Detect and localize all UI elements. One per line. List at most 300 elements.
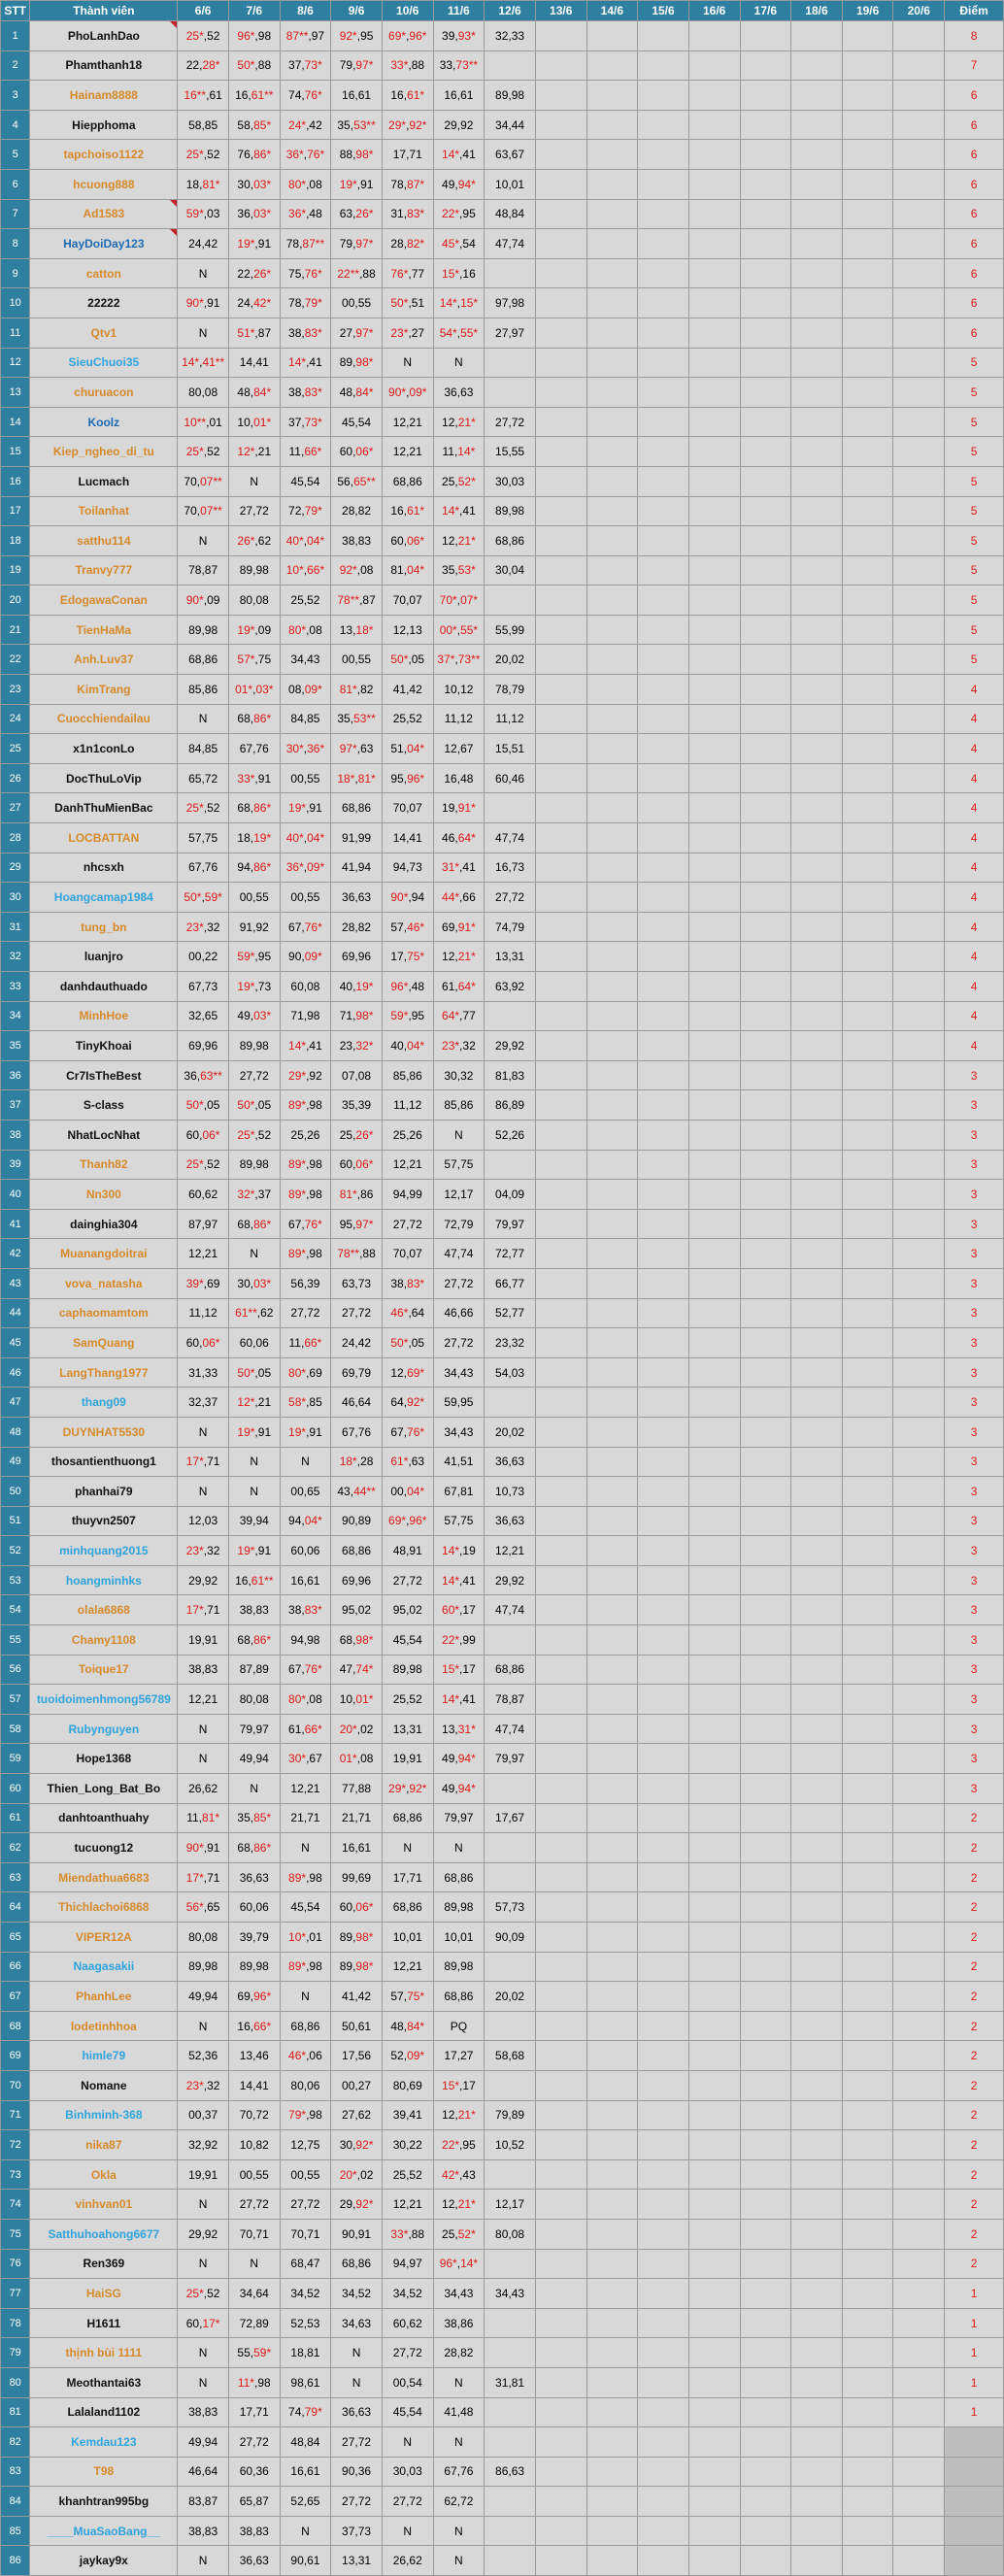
empty-cell	[740, 734, 791, 764]
empty-cell	[842, 2041, 893, 2071]
prediction-cell: 30,32	[433, 1060, 485, 1090]
member-name[interactable]	[30, 1892, 178, 1923]
empty-cell	[842, 2130, 893, 2160]
empty-cell	[893, 763, 945, 793]
column-header: 16/6	[688, 1, 740, 21]
member-name[interactable]	[30, 288, 178, 318]
empty-cell	[893, 823, 945, 853]
member-name[interactable]	[30, 1625, 178, 1656]
member-name[interactable]	[30, 1565, 178, 1595]
member-name[interactable]	[30, 2159, 178, 2190]
member-name[interactable]	[30, 763, 178, 793]
prediction-cell: 78,87	[178, 555, 229, 585]
prediction-cell: 14,41	[228, 2070, 280, 2100]
prediction-cell: N	[178, 2338, 229, 2368]
empty-cell	[842, 1714, 893, 1744]
member-name[interactable]	[30, 1952, 178, 1982]
member-name[interactable]	[30, 2249, 178, 2279]
member-name[interactable]	[30, 1862, 178, 1892]
empty-cell	[688, 1714, 740, 1744]
prediction-cell: 95,02	[331, 1595, 383, 1625]
prediction-cell: 94,98	[280, 1625, 331, 1656]
member-name[interactable]	[30, 50, 178, 81]
empty-cell	[535, 1803, 586, 1833]
member-name[interactable]	[30, 1357, 178, 1388]
prediction-cell: N	[178, 526, 229, 556]
table-row	[1, 1060, 1004, 1090]
prediction-cell: 00,22	[178, 942, 229, 972]
empty-cell	[791, 1685, 843, 1715]
empty-cell	[688, 2546, 740, 2576]
member-name[interactable]	[30, 496, 178, 526]
member-name-text: Phamthanh18	[65, 58, 143, 73]
member-name[interactable]	[30, 1774, 178, 1804]
prediction-cell: 38,83	[331, 526, 383, 556]
empty-cell	[535, 1090, 586, 1121]
empty-cell	[638, 1388, 689, 1418]
points-cell: 3	[945, 1328, 1004, 1358]
empty-cell	[535, 1655, 586, 1685]
member-name[interactable]	[30, 972, 178, 1002]
points-cell: 1	[945, 2308, 1004, 2338]
empty-cell	[638, 81, 689, 111]
empty-cell	[586, 1923, 638, 1953]
empty-cell	[893, 1595, 945, 1625]
member-name[interactable]	[30, 585, 178, 616]
member-name[interactable]	[30, 1833, 178, 1863]
prediction-cell: 89,98	[178, 615, 229, 645]
member-name[interactable]	[30, 1388, 178, 1418]
prediction-cell: 22*,99	[433, 1625, 485, 1656]
prediction-cell: 37,73*	[280, 50, 331, 81]
member-name[interactable]	[30, 2546, 178, 2576]
prediction-cell: 36,03*	[228, 199, 280, 229]
points-cell: 2	[945, 2011, 1004, 2041]
empty-cell	[740, 1477, 791, 1507]
prediction-cell: 32,65	[178, 1001, 229, 1031]
prediction-cell: 90*,09*	[382, 378, 433, 408]
table-row	[1, 229, 1004, 259]
row-number: 67	[1, 1982, 30, 2012]
table-row	[1, 288, 1004, 318]
prediction-cell: 97*,63	[331, 734, 383, 764]
column-header: 7/6	[228, 1, 280, 21]
empty-cell	[586, 1328, 638, 1358]
prediction-cell: N	[178, 1744, 229, 1774]
prediction-cell: 68,86	[280, 2011, 331, 2041]
member-name[interactable]	[30, 1447, 178, 1477]
member-name[interactable]	[30, 1328, 178, 1358]
member-name[interactable]	[30, 823, 178, 853]
member-name[interactable]	[30, 2308, 178, 2338]
empty-cell	[638, 21, 689, 51]
member-name-text: DocThuLoVip	[65, 771, 142, 786]
member-name[interactable]	[30, 110, 178, 140]
empty-cell	[740, 1090, 791, 1121]
points-cell: 2	[945, 2100, 1004, 2130]
prediction-cell: 12,69*	[382, 1357, 433, 1388]
row-number: 75	[1, 2219, 30, 2249]
prediction-cell: 91,99	[331, 823, 383, 853]
member-name[interactable]	[30, 21, 178, 51]
empty-cell	[791, 2190, 843, 2220]
member-name-text: 22222	[87, 296, 120, 311]
table-row	[1, 704, 1004, 734]
member-name[interactable]	[30, 942, 178, 972]
prediction-cell: 28,82*	[382, 229, 433, 259]
table-row	[1, 1209, 1004, 1239]
member-name[interactable]	[30, 2487, 178, 2517]
empty-cell	[842, 1239, 893, 1269]
table-row	[1, 1180, 1004, 1210]
member-name[interactable]	[30, 437, 178, 467]
prediction-cell	[485, 1774, 536, 1804]
table-row	[1, 823, 1004, 853]
prediction-cell: 34,52	[382, 2279, 433, 2309]
prediction-cell: 14,41	[382, 823, 433, 853]
member-name[interactable]	[30, 2041, 178, 2071]
table-row	[1, 793, 1004, 823]
member-name[interactable]	[30, 2397, 178, 2427]
member-name[interactable]	[30, 81, 178, 111]
empty-cell	[842, 1090, 893, 1121]
empty-cell	[688, 1774, 740, 1804]
member-name-text: Kiep_ngheo_di_tu	[52, 445, 154, 459]
empty-cell	[688, 853, 740, 883]
prediction-cell: 39,94	[228, 1506, 280, 1536]
prediction-cell: 25*,52	[178, 1150, 229, 1180]
prediction-cell: N	[178, 2546, 229, 2576]
prediction-cell: 89,98*	[331, 348, 383, 378]
empty-cell	[791, 1357, 843, 1388]
empty-cell	[535, 793, 586, 823]
member-name[interactable]	[30, 2100, 178, 2130]
member-name-text: SamQuang	[73, 1335, 135, 1350]
empty-cell	[842, 1001, 893, 1031]
empty-cell	[638, 1268, 689, 1298]
prediction-cell: 25*,52	[178, 140, 229, 170]
empty-cell	[791, 2159, 843, 2190]
empty-cell	[842, 1982, 893, 2012]
empty-cell	[791, 675, 843, 705]
prediction-cell: 85,86	[433, 1090, 485, 1121]
member-name-text: Satthuhoahong6677	[48, 2226, 160, 2241]
prediction-cell: 68,86	[331, 1536, 383, 1566]
table-row	[1, 853, 1004, 883]
empty-cell	[791, 763, 843, 793]
empty-cell	[638, 763, 689, 793]
prediction-cell: 80,08	[485, 2219, 536, 2249]
prediction-cell: 27,97*	[331, 318, 383, 348]
member-name[interactable]	[30, 1031, 178, 1061]
prediction-cell: 17,27	[433, 2041, 485, 2071]
prediction-cell: 17,71	[382, 140, 433, 170]
empty-cell	[842, 1744, 893, 1774]
empty-cell	[791, 2070, 843, 2100]
prediction-cell: 60,06*	[382, 526, 433, 556]
prediction-cell: 68,86*	[228, 1833, 280, 1863]
empty-cell	[638, 1209, 689, 1239]
member-name[interactable]	[30, 258, 178, 288]
empty-cell	[638, 288, 689, 318]
member-name[interactable]	[30, 912, 178, 942]
member-name[interactable]	[30, 1239, 178, 1269]
points-cell	[945, 2427, 1004, 2458]
member-name[interactable]	[30, 853, 178, 883]
empty-cell	[586, 793, 638, 823]
empty-cell	[842, 2487, 893, 2517]
empty-cell	[535, 2159, 586, 2190]
table-row	[1, 1477, 1004, 1507]
member-name[interactable]	[30, 1982, 178, 2012]
empty-cell	[791, 378, 843, 408]
empty-cell	[688, 1090, 740, 1121]
member-name[interactable]	[30, 1298, 178, 1328]
prediction-cell: 26*,62	[228, 526, 280, 556]
empty-cell	[586, 1685, 638, 1715]
empty-cell	[740, 1536, 791, 1566]
member-name[interactable]	[30, 2011, 178, 2041]
empty-cell	[638, 1803, 689, 1833]
empty-cell	[791, 1714, 843, 1744]
empty-cell	[688, 704, 740, 734]
empty-cell	[638, 258, 689, 288]
prediction-cell: 25,52	[382, 1685, 433, 1715]
member-name[interactable]	[30, 169, 178, 199]
empty-cell	[535, 1357, 586, 1388]
empty-cell	[791, 1268, 843, 1298]
prediction-cell	[485, 2159, 536, 2190]
prediction-cell: 16,73	[485, 853, 536, 883]
prediction-cell: 38,83*	[382, 1268, 433, 1298]
prediction-cell: 30,03*	[228, 1268, 280, 1298]
prediction-cell: 25*,52	[178, 793, 229, 823]
prediction-cell: 85,86	[382, 1060, 433, 1090]
member-name[interactable]	[30, 1001, 178, 1031]
member-name[interactable]	[30, 140, 178, 170]
prediction-cell: 22,26*	[228, 258, 280, 288]
member-name[interactable]	[30, 2457, 178, 2487]
empty-cell	[791, 318, 843, 348]
member-name[interactable]	[30, 1744, 178, 1774]
prediction-cell: 60,06	[228, 1328, 280, 1358]
empty-cell	[740, 645, 791, 675]
empty-cell	[740, 1803, 791, 1833]
empty-cell	[535, 1862, 586, 1892]
empty-cell	[638, 853, 689, 883]
table-row	[1, 2308, 1004, 2338]
empty-cell	[791, 1506, 843, 1536]
empty-cell	[893, 2546, 945, 2576]
member-name[interactable]	[30, 2338, 178, 2368]
prediction-cell: 27,72	[433, 1328, 485, 1358]
member-name[interactable]	[30, 675, 178, 705]
prediction-cell: 48,84	[485, 199, 536, 229]
member-name[interactable]	[30, 1923, 178, 1953]
empty-cell	[791, 2367, 843, 2397]
member-name[interactable]	[30, 1120, 178, 1150]
member-name[interactable]	[30, 1417, 178, 1447]
prediction-cell: 29,92	[178, 2219, 229, 2249]
empty-cell	[791, 2338, 843, 2368]
row-number: 56	[1, 1655, 30, 1685]
member-name[interactable]	[30, 2279, 178, 2309]
member-name[interactable]	[30, 1655, 178, 1685]
member-name[interactable]	[30, 1180, 178, 1210]
prediction-cell: 41,42	[331, 1982, 383, 2012]
column-header: STT	[1, 1, 30, 21]
member-name[interactable]	[30, 2130, 178, 2160]
member-name[interactable]	[30, 199, 178, 229]
prediction-cell: 24,42*	[228, 288, 280, 318]
member-name[interactable]	[30, 1268, 178, 1298]
empty-cell	[638, 1982, 689, 2012]
member-name[interactable]	[30, 318, 178, 348]
row-number: 63	[1, 1862, 30, 1892]
row-number: 68	[1, 2011, 30, 2041]
empty-cell	[893, 555, 945, 585]
member-name[interactable]	[30, 734, 178, 764]
empty-cell	[688, 1952, 740, 1982]
member-name[interactable]	[30, 229, 178, 259]
points-cell: 3	[945, 1744, 1004, 1774]
prediction-cell: 84,85	[280, 704, 331, 734]
empty-cell	[638, 2367, 689, 2397]
points-cell: 4	[945, 763, 1004, 793]
member-name[interactable]	[30, 2219, 178, 2249]
member-name[interactable]	[30, 2427, 178, 2458]
empty-cell	[688, 615, 740, 645]
member-name[interactable]	[30, 1595, 178, 1625]
points-cell: 3	[945, 1268, 1004, 1298]
prediction-cell: 67,76*	[382, 1417, 433, 1447]
empty-cell	[842, 2279, 893, 2309]
empty-cell	[638, 1655, 689, 1685]
member-name[interactable]	[30, 2516, 178, 2546]
empty-cell	[586, 972, 638, 1002]
prediction-cell: 11*,98	[228, 2367, 280, 2397]
member-name[interactable]	[30, 1714, 178, 1744]
empty-cell	[893, 348, 945, 378]
member-name[interactable]	[30, 466, 178, 496]
prediction-cell: 36*,48	[280, 199, 331, 229]
points-cell: 4	[945, 942, 1004, 972]
prediction-cell: 64*,77	[433, 1001, 485, 1031]
empty-cell	[842, 853, 893, 883]
empty-cell	[893, 81, 945, 111]
empty-cell	[842, 288, 893, 318]
member-name[interactable]	[30, 1536, 178, 1566]
prediction-cell: 36,63	[485, 1447, 536, 1477]
member-name[interactable]	[30, 2367, 178, 2397]
member-name[interactable]	[30, 1060, 178, 1090]
prediction-cell: 49,03*	[228, 1001, 280, 1031]
prediction-cell: 89*,98	[280, 1150, 331, 1180]
member-name[interactable]	[30, 378, 178, 408]
prediction-cell: 75,76*	[280, 258, 331, 288]
prediction-cell: 48,84*	[228, 378, 280, 408]
empty-cell	[791, 1595, 843, 1625]
prediction-cell: 89,98	[433, 1952, 485, 1982]
empty-cell	[535, 1833, 586, 1863]
empty-cell	[638, 1031, 689, 1061]
empty-cell	[842, 1388, 893, 1418]
row-number: 30	[1, 883, 30, 913]
prediction-cell: 12,21*	[433, 526, 485, 556]
member-name[interactable]	[30, 348, 178, 378]
member-name[interactable]	[30, 407, 178, 437]
empty-cell	[638, 2070, 689, 2100]
prediction-cell: 46,64	[331, 1388, 383, 1418]
member-name[interactable]	[30, 1150, 178, 1180]
row-number: 72	[1, 2130, 30, 2160]
table-row	[1, 81, 1004, 111]
member-name[interactable]	[30, 1803, 178, 1833]
prediction-cell: 00,55	[280, 883, 331, 913]
prediction-cell: 60,06*	[331, 437, 383, 467]
prediction-cell: 64,92*	[382, 1388, 433, 1418]
empty-cell	[740, 2011, 791, 2041]
empty-cell	[586, 555, 638, 585]
empty-cell	[740, 496, 791, 526]
member-name[interactable]	[30, 1090, 178, 1121]
member-name[interactable]	[30, 1477, 178, 1507]
empty-cell	[535, 1982, 586, 2012]
member-name[interactable]	[30, 793, 178, 823]
empty-cell	[893, 1952, 945, 1982]
row-number: 64	[1, 1892, 30, 1923]
member-name[interactable]	[30, 526, 178, 556]
prediction-cell: 70,72	[228, 2100, 280, 2130]
prediction-cell: 84,85	[178, 734, 229, 764]
empty-cell	[535, 675, 586, 705]
row-number: 84	[1, 2487, 30, 2517]
member-name[interactable]	[30, 883, 178, 913]
member-name-text: LangThang1977	[59, 1365, 149, 1380]
member-name[interactable]	[30, 2190, 178, 2220]
member-name[interactable]	[30, 615, 178, 645]
empty-cell	[638, 793, 689, 823]
prediction-cell: 16,61**	[228, 81, 280, 111]
empty-cell	[791, 1923, 843, 1953]
empty-cell	[535, 1031, 586, 1061]
empty-cell	[893, 1536, 945, 1566]
points-cell: 6	[945, 199, 1004, 229]
prediction-cell: 11,12	[178, 1298, 229, 1328]
points-cell: 3	[945, 1685, 1004, 1715]
prediction-cell: 16,61	[331, 81, 383, 111]
prediction-cell: 01*,03*	[228, 675, 280, 705]
prediction-cell: 11,66*	[280, 437, 331, 467]
empty-cell	[791, 1892, 843, 1923]
empty-cell	[842, 1477, 893, 1507]
member-name[interactable]	[30, 1506, 178, 1536]
member-name[interactable]	[30, 2070, 178, 2100]
member-name[interactable]	[30, 1209, 178, 1239]
empty-cell	[638, 1923, 689, 1953]
prediction-cell: 16,66*	[228, 2011, 280, 2041]
empty-cell	[842, 2100, 893, 2130]
member-name[interactable]	[30, 555, 178, 585]
prediction-cell: 00,55	[228, 2159, 280, 2190]
member-name[interactable]	[30, 645, 178, 675]
empty-cell	[842, 2397, 893, 2427]
member-name[interactable]	[30, 1685, 178, 1715]
empty-cell	[842, 1209, 893, 1239]
empty-cell	[688, 585, 740, 616]
member-name[interactable]	[30, 704, 178, 734]
prediction-cell: 68,47	[280, 2249, 331, 2279]
